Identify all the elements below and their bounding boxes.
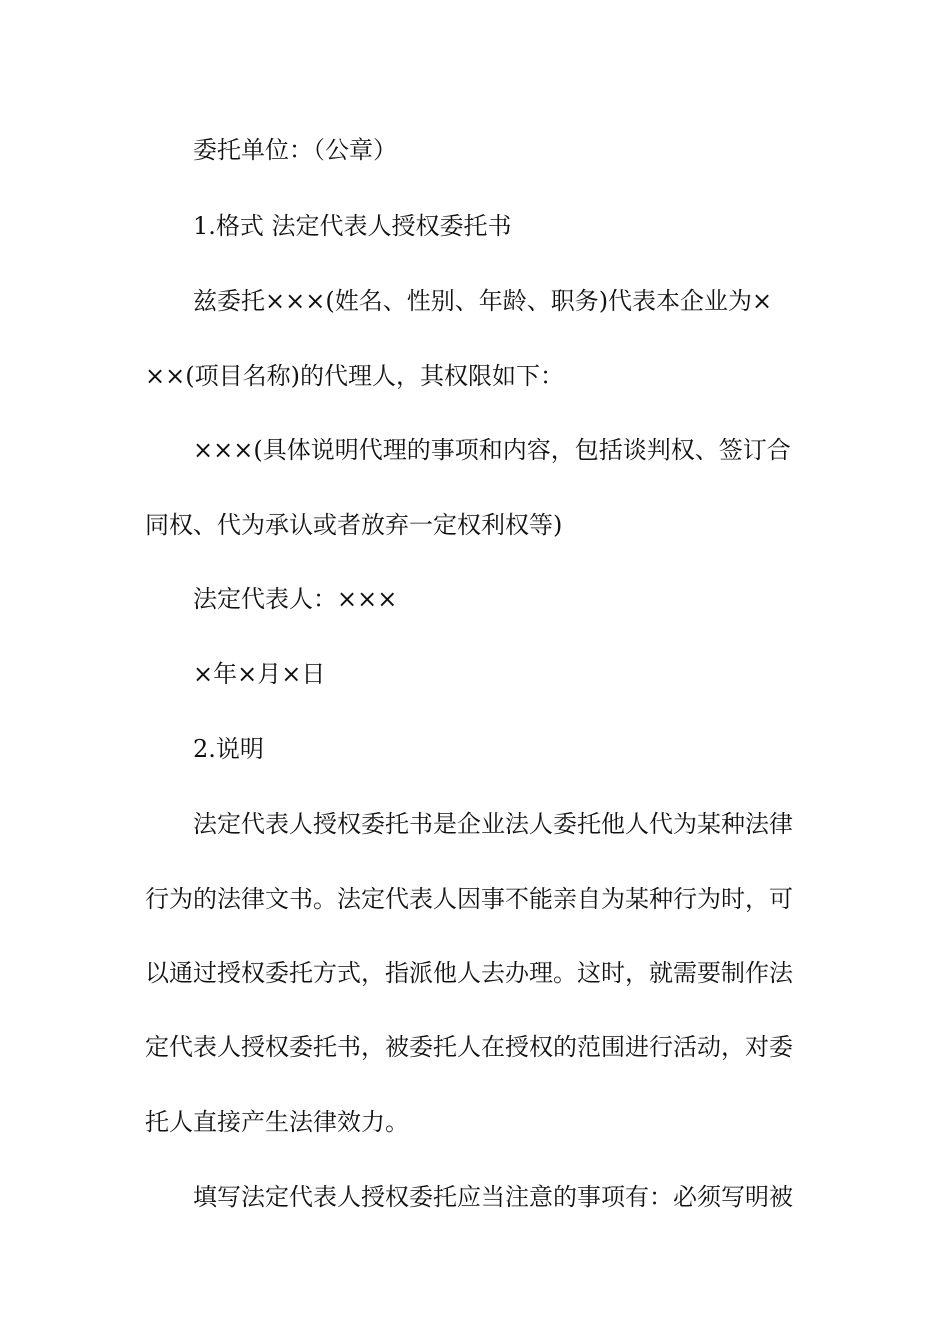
body-line-1: 兹委托×××(姓名、性别、年龄、职务)代表本企业为× bbox=[193, 287, 773, 315]
body-line-3: ×××(具体说明代理的事项和内容，包括谈判权、签订合 bbox=[193, 436, 791, 464]
notes-line-1: 填写法定代表人授权委托应当注意的事项有：必须写明被 bbox=[193, 1183, 793, 1211]
explanation-line-4: 定代表人授权委托书，被委托人在授权的范围进行活动，对委 bbox=[145, 1033, 793, 1061]
section-2-heading: 2.说明 bbox=[193, 735, 264, 763]
body-line-4: 同权、代为承认或者放弃一定权利权等) bbox=[145, 511, 563, 539]
section-1-heading: 1.格式 法定代表人授权委托书 bbox=[193, 212, 512, 240]
explanation-line-1: 法定代表人授权委托书是企业法人委托他人代为某种法律 bbox=[193, 810, 793, 838]
body-line-2: ××(项目名称)的代理人，其权限如下： bbox=[145, 362, 564, 390]
entrusting-unit-line: 委托单位：（公章） bbox=[193, 136, 397, 164]
explanation-line-3: 以通过授权委托方式，指派他人去办理。这时，就需要制作法 bbox=[145, 959, 793, 987]
legal-representative-line: 法定代表人：××× bbox=[193, 585, 398, 613]
explanation-line-5: 托人直接产生法律效力。 bbox=[145, 1108, 409, 1136]
explanation-line-2: 行为的法律文书。法定代表人因事不能亲自为某种行为时，可 bbox=[145, 885, 793, 913]
date-line: ×年×月×日 bbox=[193, 660, 326, 688]
